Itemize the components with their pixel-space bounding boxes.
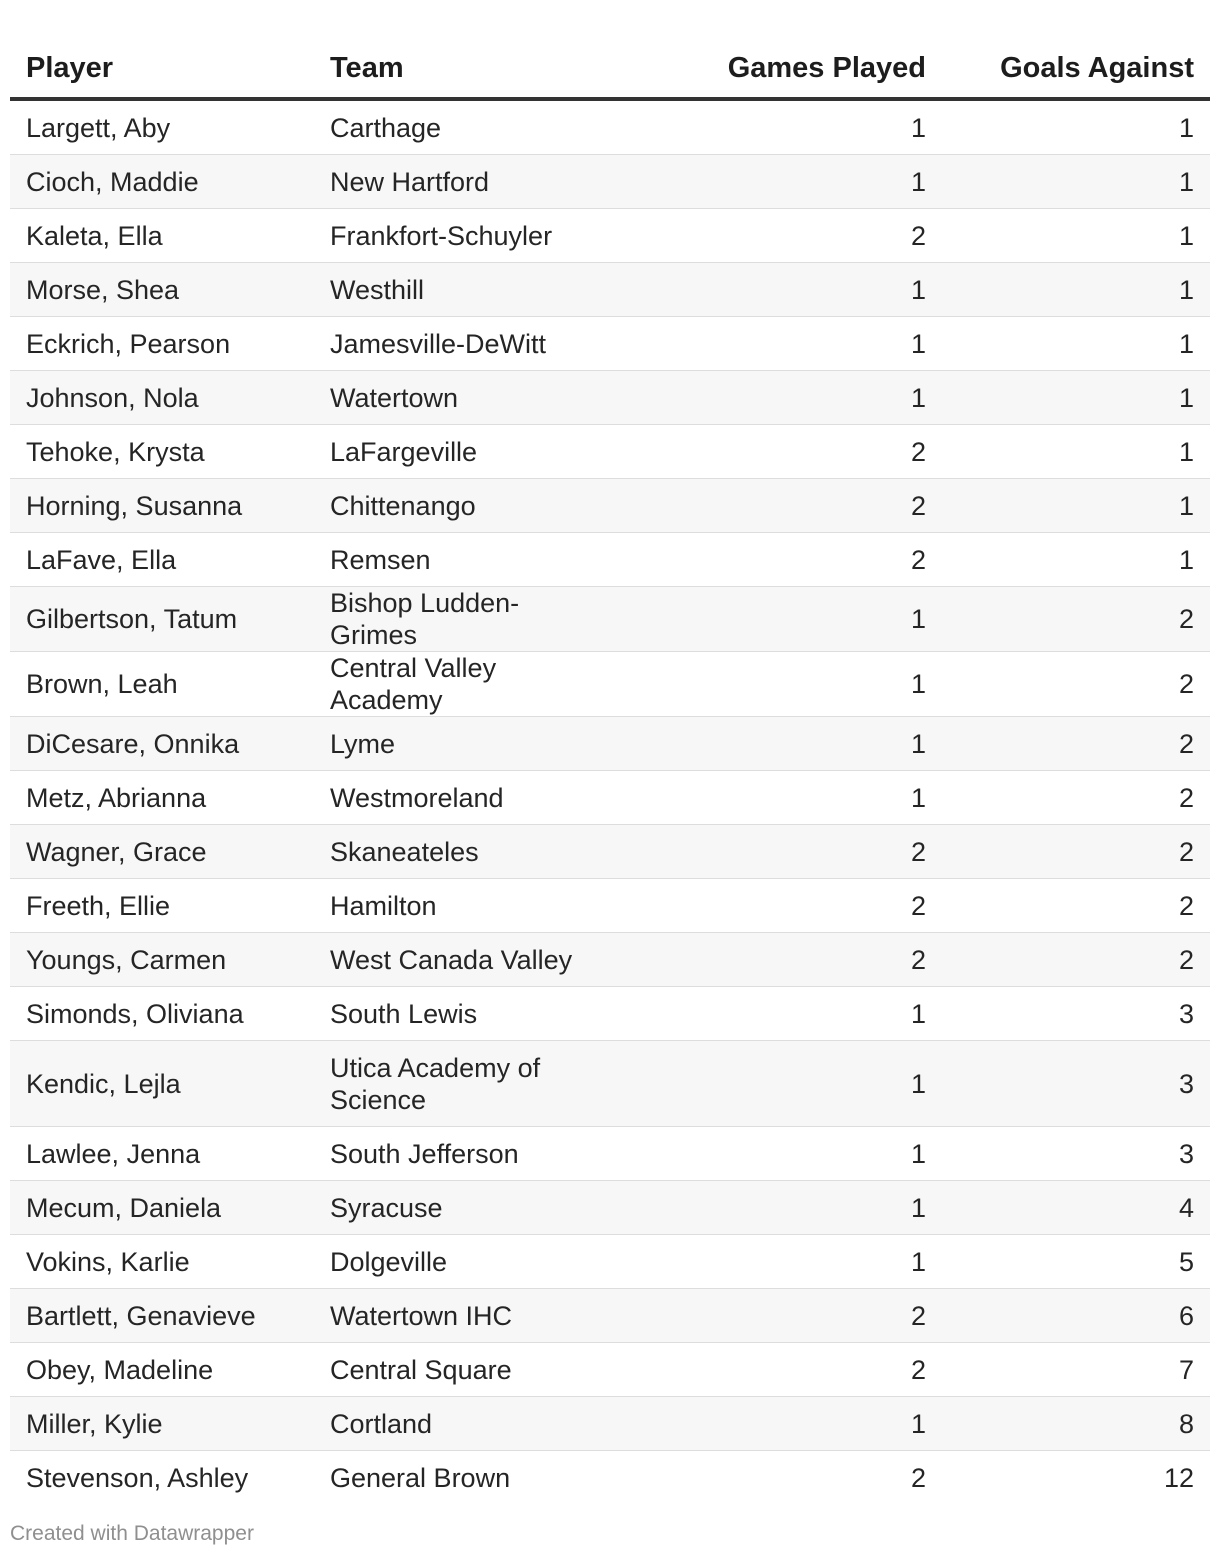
goals-against-cell: 1 (942, 155, 1210, 209)
team-cell (314, 209, 624, 263)
goalie-stats-table (10, 40, 1210, 1504)
player-cell: Stevenson, Ashley (26, 1462, 249, 1493)
team-cell (314, 155, 624, 209)
goals-against-cell: 6 (942, 1289, 1210, 1343)
games-played-cell: 1 (624, 587, 942, 652)
team-name-text: Syracuse (330, 1192, 443, 1223)
table-row (10, 1451, 1210, 1505)
team-cell (314, 1289, 624, 1343)
table-row (10, 479, 1210, 533)
team-cell (314, 371, 624, 425)
table-row (10, 533, 1210, 587)
games-played-cell: 2 (624, 1289, 942, 1343)
player-cell: Obey, Madeline (10, 1343, 314, 1397)
team-cell (314, 425, 624, 479)
column-header-player: Player (10, 40, 314, 99)
table-body (10, 99, 1210, 1504)
goals-against-cell: 1 (942, 209, 1210, 263)
player-cell: Vokins, Karlie (10, 1235, 314, 1289)
goals-against-cell: 2 (942, 933, 1210, 987)
goals-against-cell: 1 (942, 371, 1210, 425)
games-played-cell: 1 (624, 155, 942, 209)
team-cell (314, 1451, 624, 1505)
team-cell (314, 987, 624, 1041)
player-cell: Kaleta, Ella (10, 209, 314, 263)
goals-against-cell: 3 (942, 987, 1210, 1041)
player-cell: Morse, Shea (10, 263, 314, 317)
table-row (10, 1181, 1210, 1235)
goals-against-cell: 8 (942, 1397, 1210, 1451)
goals-against-cell: 2 (942, 879, 1210, 933)
player-cell: Wagner, Grace (10, 825, 314, 879)
team-name-text: Cortland (330, 1408, 433, 1439)
team-name-text: General Brown (330, 1462, 511, 1493)
player-cell: Freeth, Ellie (10, 879, 314, 933)
table-row (10, 987, 1210, 1041)
table-row (10, 155, 1210, 209)
goals-against-cell: 3 (942, 1041, 1210, 1127)
team-cell (314, 479, 624, 533)
player-cell: Tehoke, Krysta (10, 425, 314, 479)
player-cell: Lawlee, Jenna (10, 1127, 314, 1181)
team-name-text: Lyme (330, 728, 396, 759)
player-cell: Miller, Kylie (10, 1397, 314, 1451)
games-played-cell: 2 (624, 825, 942, 879)
games-played-cell: 1 (624, 371, 942, 425)
team-name-text: Jamesville-DeWitt (330, 328, 547, 359)
team-cell (314, 825, 624, 879)
goals-against-cell: 2 (942, 717, 1210, 771)
team-cell (314, 587, 624, 652)
player-cell: LaFave, Ella (10, 533, 314, 587)
goals-against-cell: 4 (942, 1181, 1210, 1235)
player-cell: Eckrich, Pearson (10, 317, 314, 371)
team-cell (314, 879, 624, 933)
player-cell: Mecum, Daniela (10, 1181, 314, 1235)
games-played-cell: 1 (624, 317, 942, 371)
team-name-text: Chittenango (330, 490, 476, 521)
goals-against-cell: 1 (942, 425, 1210, 479)
goals-against-cell: 2 (942, 825, 1210, 879)
team-cell (314, 99, 624, 155)
games-played-cell: 2 (624, 933, 942, 987)
team-name-text: South Lewis (330, 998, 478, 1029)
table-row (10, 1343, 1210, 1397)
team-name-text: Hamilton (330, 890, 437, 921)
team-cell (314, 1397, 624, 1451)
team-name-text: Westhill (330, 274, 425, 305)
games-played-cell: 2 (624, 425, 942, 479)
column-header-games-played: Games Played (624, 40, 942, 99)
team-name-text: West Canada Valley (330, 944, 573, 975)
footer-credit: Created with Datawrapper (10, 1522, 254, 1545)
games-played-cell: 1 (624, 263, 942, 317)
team-cell (314, 317, 624, 371)
games-played-cell: 1 (624, 987, 942, 1041)
team-name-text: Frankfort-Schuyler (330, 220, 553, 251)
player-cell: Gilbertson, Tatum (10, 587, 314, 652)
goals-against-cell: 7 (942, 1343, 1210, 1397)
table-row (10, 717, 1210, 771)
table-row (10, 1289, 1210, 1343)
games-played-cell: 1 (624, 1235, 942, 1289)
games-played-cell: 1 (624, 1041, 942, 1127)
goals-against-cell: 2 (942, 652, 1210, 717)
team-name-text: Bishop Ludden-Grimes (330, 588, 520, 650)
goals-against-cell: 5 (942, 1235, 1210, 1289)
stats-table-container (10, 40, 1210, 1504)
goals-against-cell: 12 (1163, 1462, 1194, 1493)
player-cell: Cioch, Maddie (10, 155, 314, 209)
team-cell (314, 1181, 624, 1235)
player-cell: Horning, Susanna (10, 479, 314, 533)
team-name-text: Skaneateles (330, 836, 479, 867)
team-cell (314, 933, 624, 987)
player-cell: Brown, Leah (10, 652, 314, 717)
goals-against-cell: 1 (942, 479, 1210, 533)
player-cell: Bartlett, Genavieve (10, 1289, 314, 1343)
team-name-text: Westmoreland (330, 782, 504, 813)
team-name-text: Remsen (330, 544, 431, 575)
team-name-text: Watertown (330, 382, 459, 413)
team-name-text: Dolgeville (330, 1246, 448, 1277)
table-row (10, 317, 1210, 371)
player-cell: Largett, Aby (10, 99, 314, 155)
team-cell (314, 1235, 624, 1289)
team-cell (314, 1127, 624, 1181)
team-name-text: Central Square (330, 1354, 512, 1385)
table-row (10, 879, 1210, 933)
table-row (10, 263, 1210, 317)
team-cell (314, 1041, 624, 1127)
team-cell (314, 263, 624, 317)
games-played-cell: 2 (624, 479, 942, 533)
table-row (10, 1041, 1210, 1127)
table-row (10, 1127, 1210, 1181)
games-played-cell: 1 (624, 771, 942, 825)
team-cell (314, 533, 624, 587)
table-row (10, 652, 1210, 717)
goals-against-cell: 3 (942, 1127, 1210, 1181)
player-cell: Metz, Abrianna (10, 771, 314, 825)
table-row (10, 371, 1210, 425)
header-row (10, 40, 1210, 99)
team-name-text: Carthage (330, 112, 442, 143)
player-cell: Youngs, Carmen (10, 933, 314, 987)
table-header (10, 40, 1210, 99)
games-played-cell: 1 (624, 99, 942, 155)
team-name-text: LaFargeville (330, 436, 478, 467)
team-name-text: South Jefferson (330, 1138, 519, 1169)
games-played-cell: 2 (624, 209, 942, 263)
column-header-goals-against: Goals Against (942, 40, 1210, 99)
goals-against-cell: 1 (942, 317, 1210, 371)
column-header-team: Team (314, 40, 624, 99)
table-row (10, 99, 1210, 155)
games-played-cell: 2 (910, 1462, 926, 1493)
team-cell (314, 652, 624, 717)
goals-against-cell: 2 (942, 587, 1210, 652)
games-played-cell: 2 (624, 1343, 942, 1397)
games-played-cell: 2 (624, 533, 942, 587)
table-row (10, 425, 1210, 479)
games-played-cell: 1 (624, 1127, 942, 1181)
table-row (10, 771, 1210, 825)
table-row (10, 587, 1210, 652)
games-played-cell: 1 (624, 652, 942, 717)
player-cell: Kendic, Lejla (10, 1041, 314, 1127)
team-cell (314, 771, 624, 825)
games-played-cell: 1 (624, 1181, 942, 1235)
team-cell (314, 717, 624, 771)
team-name-text: New Hartford (330, 166, 490, 197)
team-name-text: Central Valley Academy (330, 653, 497, 715)
table-row (10, 209, 1210, 263)
player-cell: Johnson, Nola (10, 371, 314, 425)
team-cell (314, 1343, 624, 1397)
table-row (10, 1235, 1210, 1289)
games-played-cell: 1 (624, 717, 942, 771)
goals-against-cell: 2 (942, 771, 1210, 825)
player-cell: Simonds, Oliviana (10, 987, 314, 1041)
player-cell: DiCesare, Onnika (10, 717, 314, 771)
games-played-cell: 2 (624, 879, 942, 933)
table-row (10, 825, 1210, 879)
goals-against-cell: 1 (942, 99, 1210, 155)
team-name-text: Utica Academy of Science (330, 1052, 541, 1115)
table-row (10, 933, 1210, 987)
games-played-cell: 1 (624, 1397, 942, 1451)
table-row (10, 1397, 1210, 1451)
team-name-text: Watertown IHC (330, 1300, 513, 1331)
goals-against-cell: 1 (942, 263, 1210, 317)
goals-against-cell: 1 (942, 533, 1210, 587)
